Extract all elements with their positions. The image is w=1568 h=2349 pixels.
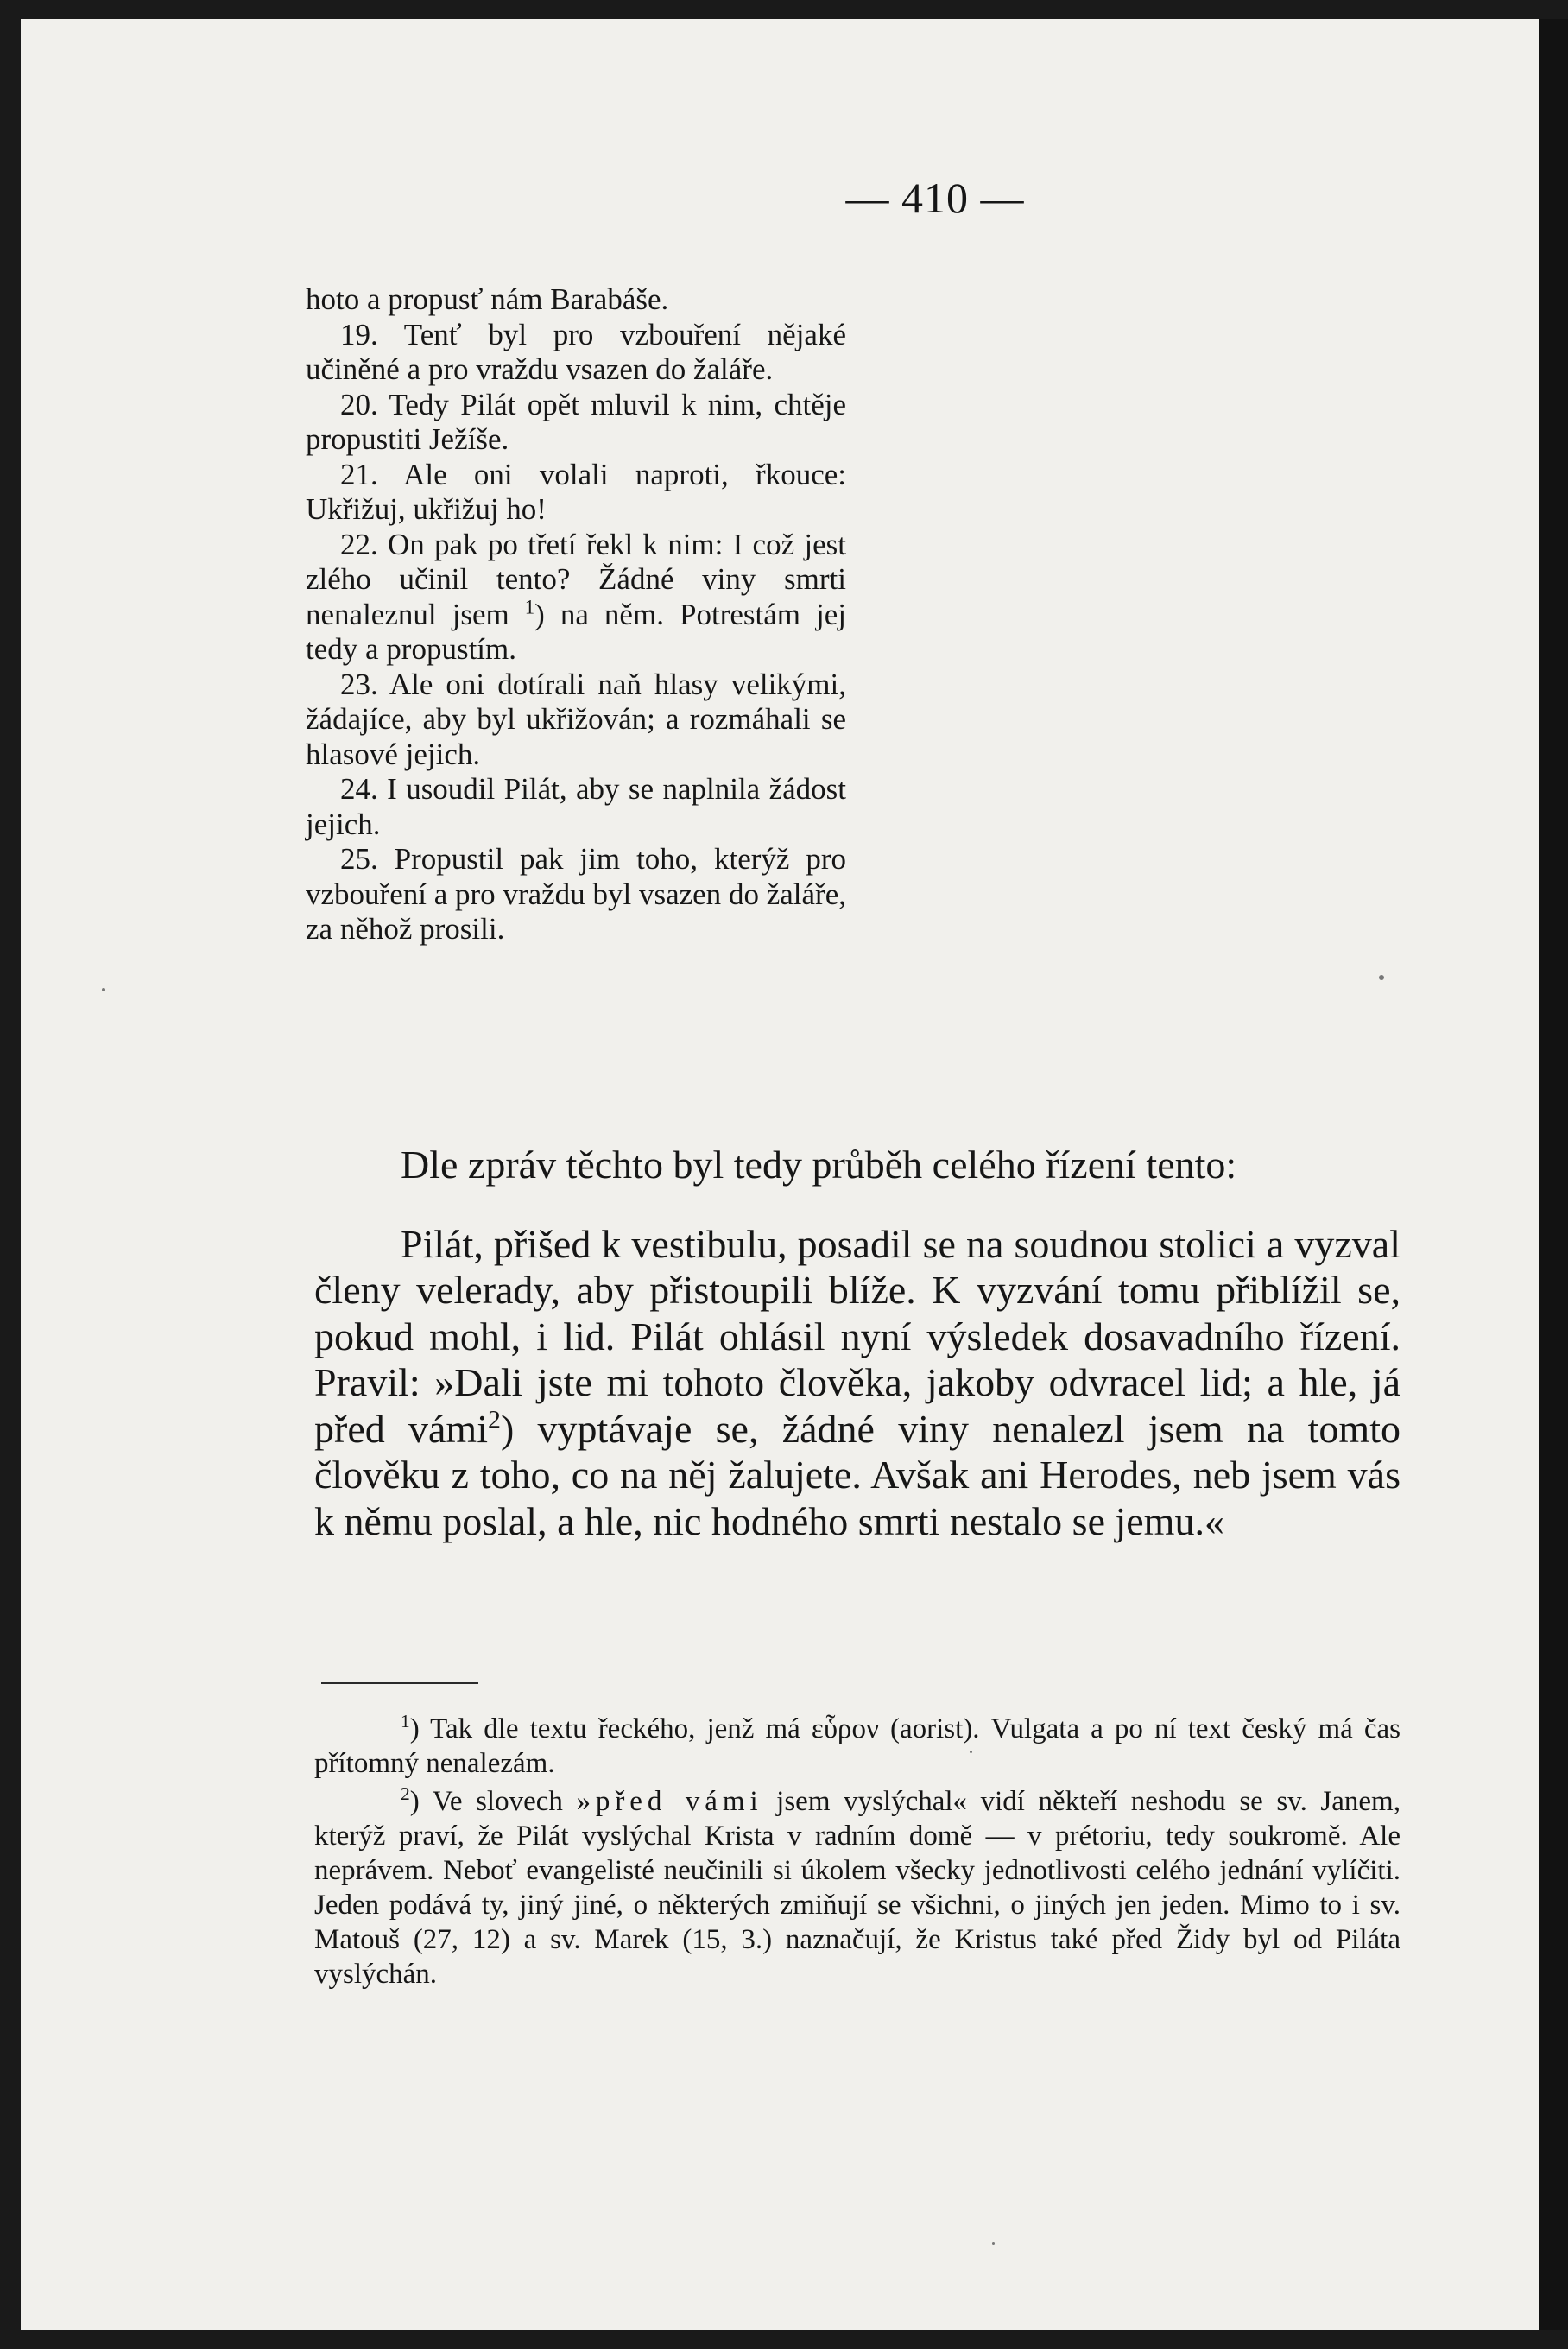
paragraph-pilate bbox=[314, 1221, 1400, 1545]
scan-speck bbox=[970, 1751, 972, 1753]
main-text bbox=[314, 1142, 1400, 1544]
footnote-2 bbox=[314, 1784, 1400, 1991]
verse-22-text-end: ) na něm. Potrestám jej tedy a propustím. bbox=[306, 597, 846, 666]
paragraph-pilate-part2: ) vyptávaje se, žádné viny nenalezl jsem na tomto člověku z toho, co na něj žalujete. Avšak ani Herodes, neb jsem vás k němu poslal, a hle, nic hodného smrti nestalo se jemu.« bbox=[314, 1406, 1400, 1543]
footnote-2-text-start: ) Ve slovech bbox=[409, 1786, 577, 1817]
verse-20: 20. Tedy Pilát opět mluvil k nim, chtěje propustiti Ježíše. bbox=[306, 387, 846, 456]
verse-24: 24. I usoudil Pilát, aby se naplnila žádost jejich. bbox=[306, 772, 846, 841]
scan-edge-shadow bbox=[1539, 19, 1568, 2330]
bible-verses-column bbox=[306, 282, 846, 947]
paragraph-intro: Dle zpráv těchto byl tedy průběh celého řízení tento: bbox=[401, 1143, 1237, 1187]
verse-21: 21. Ale oni volali naproti, řkouce: Ukřižuj, ukřižuj ho! bbox=[306, 457, 846, 526]
verse-19: 19. Tenť byl pro vzbouření nějaké učiněné a pro vraždu vsazen do žaláře. bbox=[306, 317, 846, 386]
book-page bbox=[21, 19, 1539, 2330]
verse-23: 23. Ale oni dotírali naň hlasy velikými, žádajíce, aby byl ukřižován; a rozmáhali se hlasové jejich. bbox=[306, 667, 846, 771]
footnote-2-spaced-quote: »před vámi bbox=[576, 1786, 763, 1817]
scan-speck bbox=[1379, 975, 1384, 980]
verse-18-end: hoto a propusť nám Barabáše. bbox=[306, 282, 669, 316]
footnote-1 bbox=[314, 1712, 1400, 1781]
footnote-ref-2: 2 bbox=[488, 1405, 501, 1434]
scan-speck bbox=[992, 2242, 995, 2245]
scan-speck bbox=[102, 988, 105, 991]
verse-25: 25. Propustil pak jim toho, kterýž pro vzbouření a pro vraždu byl vsazen do žaláře, za něhož prosili. bbox=[306, 842, 846, 946]
footnote-2-mark: 2 bbox=[401, 1783, 410, 1805]
footnote-ref-1: 1 bbox=[524, 596, 535, 617]
footnote-1-text: ) Tak dle textu řeckého, jenž má εὗρον (aorist). Vulgata a po ní text český má čas přítomný nenalezám. bbox=[314, 1713, 1400, 1779]
footnotes bbox=[314, 1712, 1400, 1991]
verse-22-text: 22. On pak po třetí řekl k nim: I což jest zlého učinil tento? Žádné viny smrti nenaleznul jsem bbox=[306, 527, 846, 631]
page-number: — 410 — bbox=[845, 174, 1025, 222]
footnote-1-mark: 1 bbox=[401, 1711, 410, 1732]
verse-22 bbox=[306, 528, 846, 668]
paragraph-pilate-part1: Pilát, přišed k vestibulu, posadil se na soudnou stolici a vyzval členy velerady, aby přistoupili blíže. K vyzvání tomu přiblížil se, pokud mohl, i lid. Pilát ohlásil nyní výsledek dosavadního řízení. Pravil: »Dali jste mi tohoto člověka, jakoby odvracel lid; a hle, já před vámi bbox=[314, 1221, 1400, 1451]
footnote-2-text-end: jsem vyslýchal« vidí někteří neshodu se sv. Janem, kterýž praví, že Pilát vyslýchal Krista v radním domě — v prétoriu, tedy soukromě. Ale neprávem. Neboť evangelisté neučinili si úkolem všecky jednotlivosti celého jednání vylíčiti. Jeden podává ty, jiný jiné, o některých zmiňují se všichni, o jiných jen jeden. Mimo to i sv. Matouš (27, 12) a sv. Marek (15, 3.) naznačují, že Kristus také před Židy byl od Piláta vyslýchán. bbox=[314, 1786, 1400, 1990]
footnote-divider bbox=[321, 1682, 478, 1684]
